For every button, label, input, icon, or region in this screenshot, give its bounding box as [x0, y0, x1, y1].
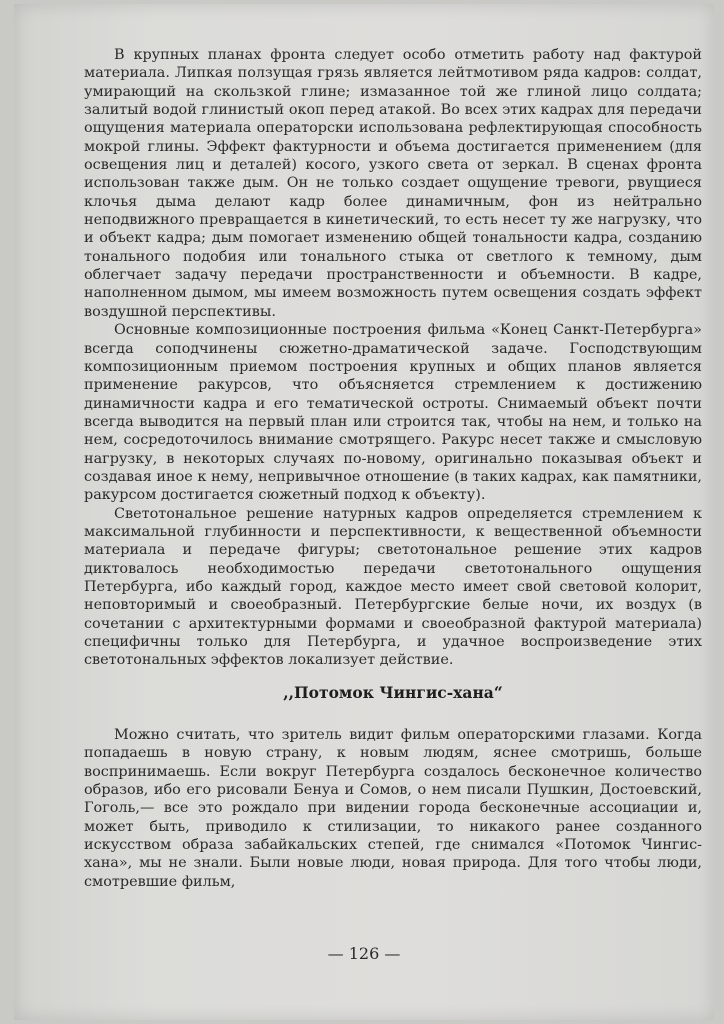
paragraph-operator-eyes: Можно считать, что зритель видит фильм операторскими глазами. Когда попадаешь в новую страну, к новым людям, яснее смотришь, больше воспринимаешь. Если вокруг Петербурга создалось бесконечное количество образов, ибо его рисовали Бенуа и Сомов, о нем писали Пушкин, Достоевский, Гоголь,— все это рождало при видении города бесконечные ассоциации и, может быть, приводило к стилизации, то никакого ранее созданного искусством образа забайкальских степей, где снимался «Потомок Чингис-хана», мы не знали. Были новые люди, новая природа. Для того чтобы люди, смотревшие фильм, [84, 727, 702, 890]
book-page [14, 4, 714, 1020]
paragraph-light-tone: Светотональное решение натурных кадров определяется стремлением к максимальной глубинности и перспективности, к вещественной объемности материала и передаче фигуры; светотональное решение этих кадров диктовалось необходимостью передачи светотонального ощущения Петербурга, ибо каждый город, каждое место имеет свой световой колорит, неповторимый и своеобразный. Петербургские белые ночи, их воздух (в сочетании с архитектурными формами и своеобразной фактурой материала) специфичны только для Петербурга, и удачное воспроизведение этих светотональных эффектов локализует действие. [84, 505, 702, 669]
main-text [84, 46, 702, 891]
section-heading: ,,Потомок Чингис-хана“ [283, 682, 503, 702]
paragraph-composition: Основные композиционные построения фильма «Конец Санкт-Петербурга» всегда соподчинены сюжетно-драматической задаче. Господствующим композиционным приемом построения крупных и общих планов является применение ракурсов, что объясняется стремлением к достижению динамичности кадра и его тематической остроты. Снимаемый объект почти всегда выводится на первый план или строится так, чтобы на нем, и только на нем, сосредоточилось внимание смотрящего. Ракурс несет также и смысловую нагрузку, в некоторых случаях по-новому, оригинально показывая объект и создавая иное к нему, непривычное отношение (в таких кадрах, как памятники, ракурсом достигается сюжетный подход к объекту). [84, 322, 702, 504]
page-number: — 126 — [327, 944, 401, 963]
paragraph-front-closeups: В крупных планах фронта следует особо отметить работу над фактурой материала. Липкая ползущая грязь является лейтмотивом ряда кадров: солдат, умирающий на скользкой глине; измазанное той же глиной лицо солдата; залитый водой глинистый окоп перед атакой. Во всех этих кадрах для передачи ощущения материала операторски использована рефлектирующая способность мокрой глины. Эффект фактурности и объема достигается применением (для освещения лиц и деталей) косого, узкого света от зеркал. В сценах фронта использован также дым. Он не только создает ощущение тревоги, рвущиеся клочья дыма делают кадр более динамичным, фон из нейтрально неподвижного превращается в кинетический, то есть несет ту же нагрузку, что и объект кадра; дым помогает изменению общей тональности кадра, созданию тонального подобия или тонального стыка от светлого к темному, дым облегчает задачу передачи пространственности и объемности. В кадре, наполненном дымом, мы имеем возможность путем освещения создать эффект воздушной перспективы. [84, 47, 702, 320]
